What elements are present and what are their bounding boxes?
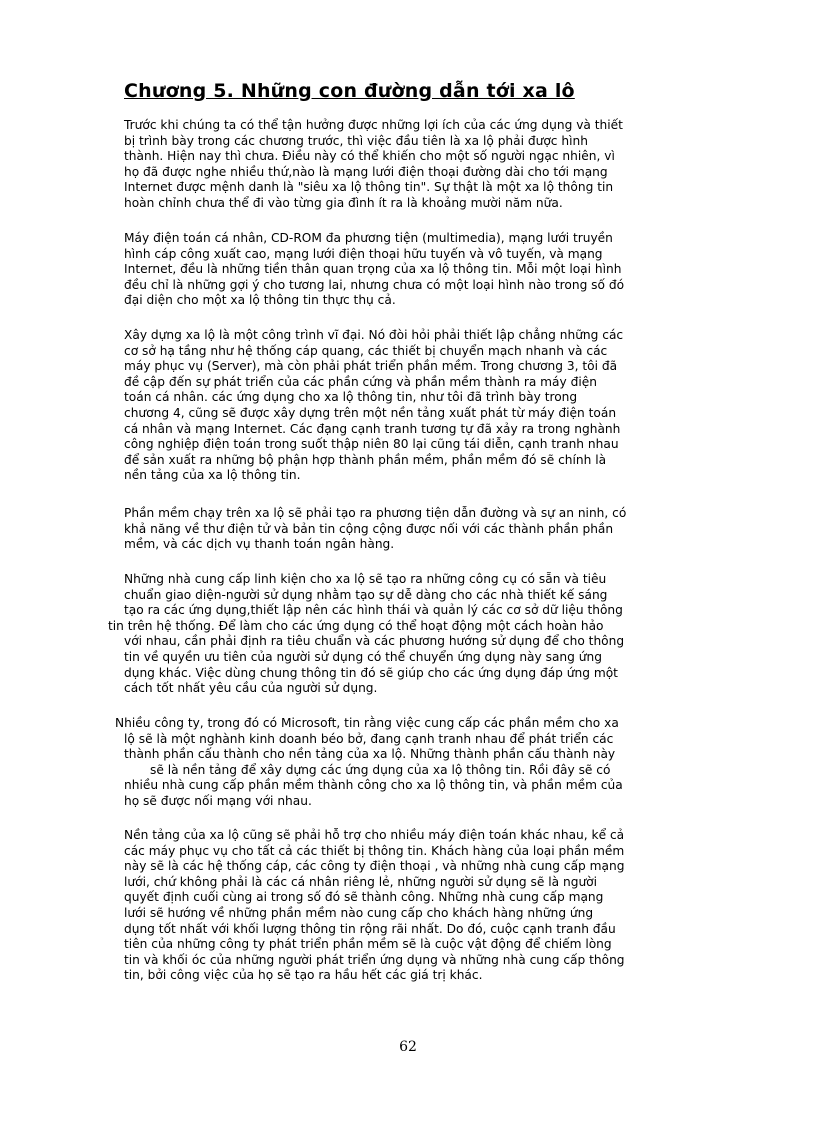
paragraph (0, 828, 625, 984)
text-line: hình cáp công xuất cao, mạng lưới điện thoại hữu tuyến và vô tuyến, và mạng (124, 246, 603, 261)
text-line: cách tốt nhất yêu cầu của người sử dụng. (124, 681, 378, 696)
text-line: chương 4, cũng sẽ được xây dựng trên một nền tảng xuất phát từ máy điện toán (124, 405, 617, 420)
text-line: đều chỉ là những gợi ý cho tương lai, nhưng chưa có một loại hình nào trong số đó (124, 277, 625, 292)
text-line: mềm, và các dịch vụ thanh toán ngân hàng. (124, 537, 395, 552)
text-line: Internet, đều là những tiền thân quan trọng của xa lộ thông tin. Mỗi một loại hình (124, 262, 622, 277)
text-line: khả năng về thư điện tử và bản tin cộng cộng được nối với các thành phần phần (124, 521, 614, 536)
text-line: nền tảng của xa lộ thông tin. (124, 468, 301, 483)
text-line: bị trình bày trong các chương trước, thì việc đầu tiên là xa lộ phải được hình (124, 133, 588, 148)
text-line: họ sẽ được nối mạng với nhau. (124, 793, 312, 808)
text-line: tin trên hệ thống. Để làm cho các ứng dụng có thể hoạt động một cách hoàn hảo (108, 618, 604, 633)
text-line: chuẩn giao diện-người sử dụng nhằm tạo sự dễ dàng cho các nhà thiết kế sáng (124, 587, 608, 602)
paragraph (0, 118, 623, 212)
text-line: Nhiều công ty, trong đó có Microsoft, tin rằng việc cung cấp các phần mềm cho xa (115, 716, 619, 730)
paragraph (0, 716, 623, 810)
text-line: lộ sẽ là một nghành kinh doanh béo bở, đang cạnh tranh nhau để phát triển các (124, 731, 614, 746)
text-line: thành. Hiện nay thì chưa. Điều này có thể khiến cho một số người ngạc nhiên, vì (124, 149, 615, 164)
chapter-title: Chương 5. Những con đường dẫn tới xa lô (124, 80, 575, 102)
paragraph (0, 231, 624, 309)
text-line: Trước khi chúng ta có thể tận hưởng được những lợi ích của các ứng dụng và thiết (124, 118, 623, 132)
text-line: Phần mềm chạy trên xa lộ sẽ phải tạo ra phương tiện dẫn đường và sự an ninh, có (124, 506, 627, 520)
text-line: để sản xuất ra những bộ phận hợp thành phần mềm, phần mềm đó sẽ chính là (124, 452, 607, 467)
text-line: cơ sở hạ tầng như hệ thống cáp quang, các thiết bị chuyển mạch nhanh và các (124, 343, 608, 358)
text-line: nhiều nhà cung cấp phần mềm thành công cho xa lộ thông tin, và phần mềm của (124, 778, 623, 793)
text-line: này sẽ là các hệ thống cáp, các công ty điện thoại , và những nhà cung cấp mạng (124, 859, 625, 874)
text-line: Máy điện toán cá nhân, CD-ROM đa phương tiện (multimedia), mạng lưới truyền (124, 231, 613, 245)
text-line: công nghiệp điện toán trong suốt thập niên 80 lại cũng tái diễn, cạnh tranh nhau (124, 437, 619, 452)
text-line: với nhau, cần phải định ra tiêu chuẩn và các phương hướng sử dụng để cho thông (124, 634, 625, 649)
text-line: lưới sẽ hướng về những phần mềm nào cung cấp cho khách hàng những ứng (124, 905, 594, 920)
text-line: toán cá nhân. các ứng dụng cho xa lộ thông tin, như tôi đã trình bày trong (124, 390, 578, 405)
paragraph (0, 328, 623, 484)
text-line: thành phần cấu thành cho nền tảng của xa lộ. Những thành phần cấu thành này (124, 747, 616, 762)
text-line: hoàn chỉnh chưa thể đi vào từng gia đình ít ra là khoảng mười năm nữa. (124, 195, 563, 210)
text-line: các máy phục vụ cho tất cả các thiết bị thông tin. Khách hàng của loại phần mềm (124, 843, 625, 858)
text-line: Nền tảng của xa lộ cũng sẽ phải hỗ trợ cho nhiều máy điện toán khác nhau, kể cả (124, 828, 625, 842)
text-line: tạo ra các ứng dụng,thiết lập nên các hình thái và quản lý các cơ sở dữ liệu thông (124, 603, 623, 618)
text-line: dụng tốt nhất với khối lượng thông tin rộng rãi nhất. Do đó, cuộc cạnh tranh đầu (124, 921, 616, 936)
text-line: máy phục vụ (Server), mà còn phải phát triển phần mềm. Trong chương 3, tôi đã (124, 359, 618, 374)
text-line: tin và khối óc của những người phát triển ứng dụng và những nhà cung cấp thông (124, 952, 625, 967)
text-line: đại diện cho một xa lộ thông tin thực thụ cả. (124, 293, 396, 308)
text-line: dụng khác. Việc dùng chung thông tin đó sẽ giúp cho các ứng dụng đáp ứng một (124, 665, 618, 680)
paragraph (0, 572, 624, 697)
text-line: quyết định cuối cùng ai trong số đó sẽ thành công. Những nhà cung cấp mạng (124, 890, 604, 905)
text-line: tin, bởi công việc của họ sẽ tạo ra hầu hết các giá trị khác. (124, 968, 483, 983)
text-line: Xây dựng xa lộ là một công trình vĩ đại. Nó đòi hỏi phải thiết lập chẳng những các (124, 328, 624, 342)
page-number: 62 (399, 1039, 417, 1055)
text-line: đề cập đến sự phát triển của các phần cứng và phần mềm thành ra máy điện (124, 374, 597, 389)
text-line: Những nhà cung cấp linh kiện cho xa lộ sẽ tạo ra những công cụ có sẵn và tiêu (124, 572, 607, 586)
text-line: họ đã được nghe nhiều thứ,nào là mạng lưới điện thoại đường dài cho tới mạng (124, 164, 608, 179)
paragraph (0, 506, 626, 553)
text-line: tin về quyền ưu tiên của người sử dụng có thể chuyển ứng dụng này sang ứng (124, 649, 602, 664)
text-line: tiên của những công ty phát triển phần mềm sẽ là cuộc vật động để chiếm lòng (124, 937, 612, 952)
text-line: Internet được mệnh danh là "siêu xa lộ thông tin". Sự thật là một xa lộ thông tin (124, 180, 614, 195)
text-line: sẽ là nền tảng để xây dựng các ứng dụng của xa lộ thông tin. Rồi đây sẽ có (150, 762, 611, 777)
text-line: lưới, chứ không phải là các cá nhân riêng lẻ, những người sử dụng sẽ là người (124, 874, 598, 889)
text-line: cá nhân và mạng Internet. Các đạng cạnh tranh tương tự đã xảy ra trong nghành (124, 421, 621, 436)
